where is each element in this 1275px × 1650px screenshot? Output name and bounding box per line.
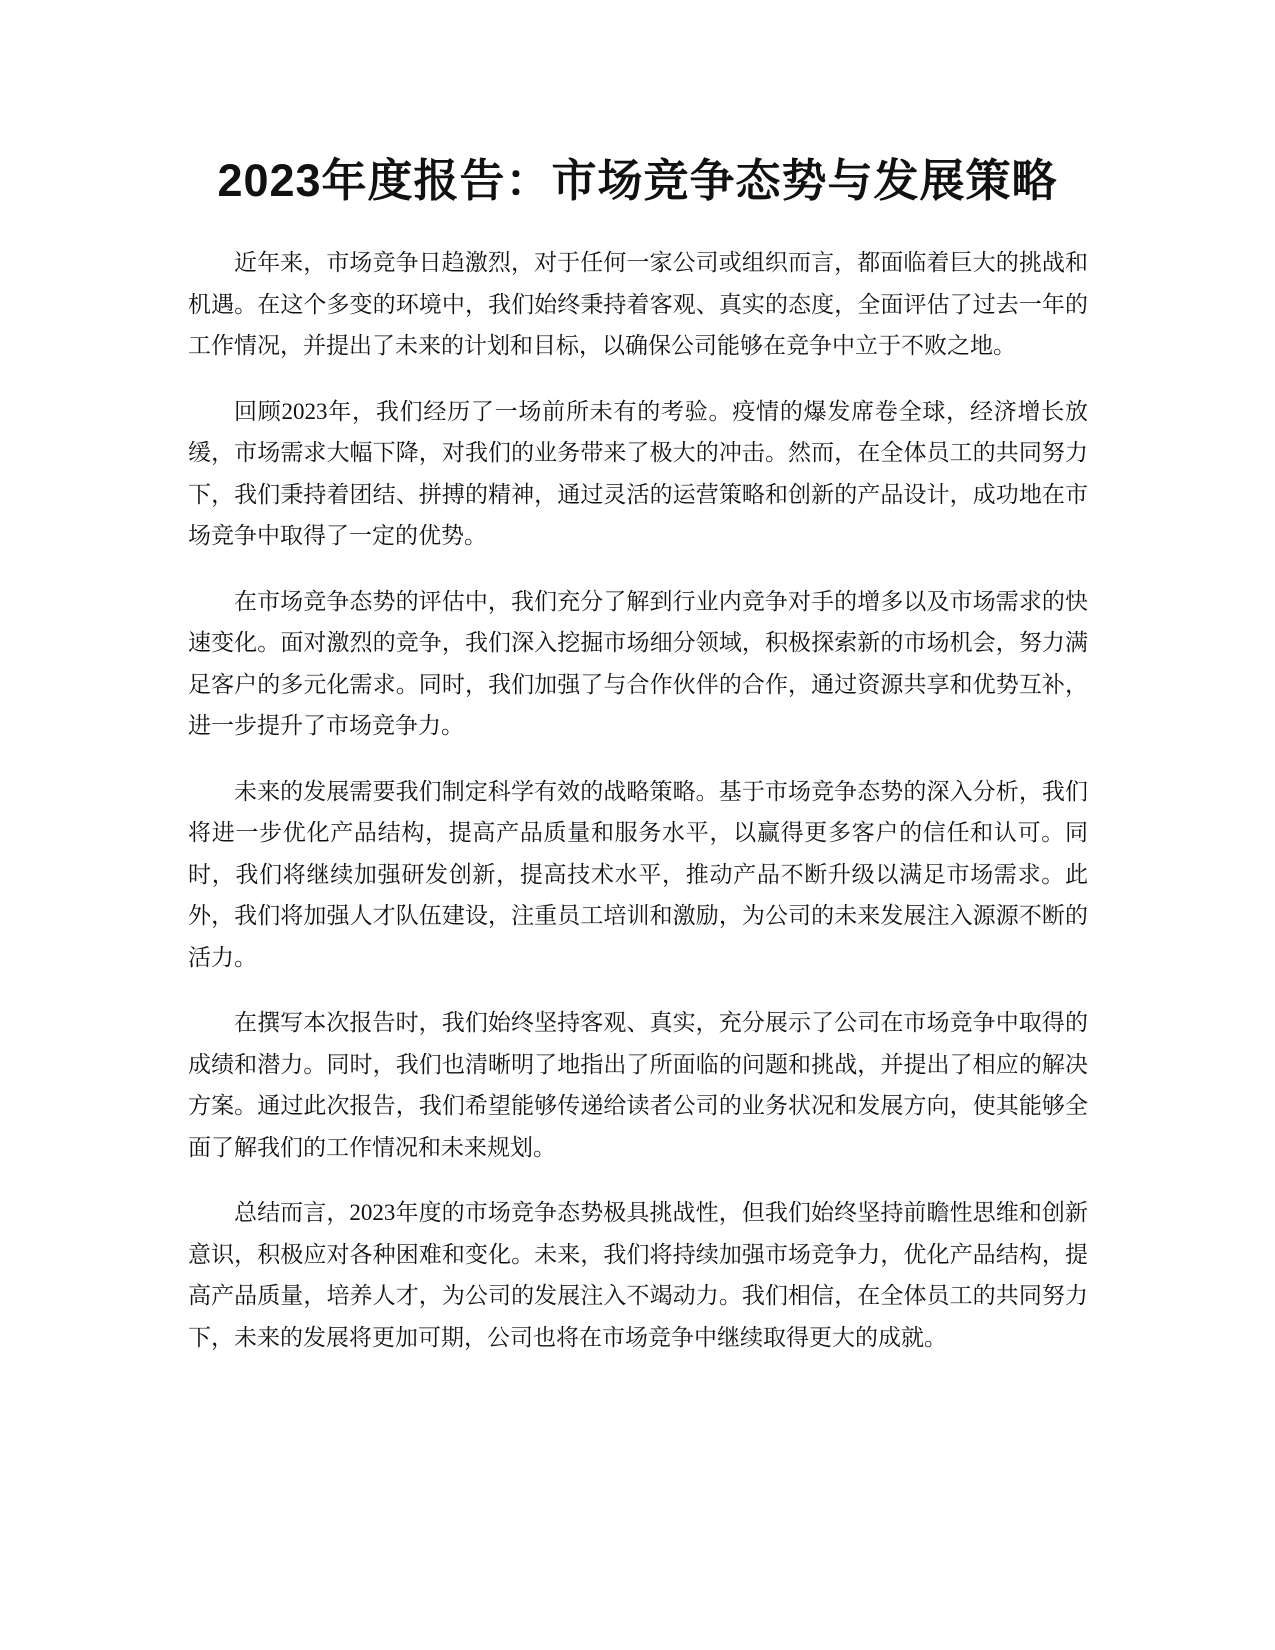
paragraph-2: 回顾2023年，我们经历了一场前所未有的考验。疫情的爆发席卷全球，经济增长放缓，市场需求大幅下降，对我们的业务带来了极大的冲击。然而，在全体员工的共同努力下，我们秉持着团结、拼搏的精神，通过灵活的运营策略和创新的产品设计，成功地在市场竞争中取得了一定的优势。 (188, 398, 1088, 548)
paragraph-3: 在市场竞争态势的评估中，我们充分了解到行业内竞争对手的增多以及市场需求的快速变化。面对激烈的竞争，我们深入挖掘市场细分领域，积极探索新的市场机会，努力满足客户的多元化需求。同时，我们加强了与合作伙伴的合作，通过资源共享和优势互补，进一步提升了市场竞争力。 (188, 588, 1088, 738)
paragraph-5: 在撰写本次报告时，我们始终坚持客观、真实，充分展示了公司在市场竞争中取得的成绩和潜力。同时，我们也清晰明了地指出了所面临的问题和挑战，并提出了相应的解决方案。通过此次报告，我们希望能够传递给读者公司的业务状况和发展方向，使其能够全面了解我们的工作情况和未来规划。 (188, 1010, 1088, 1160)
paragraph-4: 未来的发展需要我们制定科学有效的战略策略。基于市场竞争态势的深入分析，我们将进一步优化产品结构，提高产品质量和服务水平，以赢得更多客户的信任和认可。同时，我们将继续加强研发创新，提高技术水平，推动产品不断升级以满足市场需求。此外，我们将加强人才队伍建设，注重员工培训和激励，为公司的未来发展注入源源不断的活力。 (188, 778, 1088, 970)
document-title: 2023年度报告：市场竞争态势与发展策略 (217, 155, 1058, 206)
paragraph-1: 近年来，市场竞争日趋激烈，对于任何一家公司或组织而言，都面临着巨大的挑战和机遇。在这个多变的环境中，我们始终秉持着客观、真实的态度，全面评估了过去一年的工作情况，并提出了未来的计划和目标，以确保公司能够在竞争中立于不败之地。 (188, 250, 1088, 358)
document-body (188, 242, 1088, 1382)
paragraph-6: 总结而言，2023年度的市场竞争态势极具挑战性，但我们始终坚持前瞻性思维和创新意识，积极应对各种困难和变化。未来，我们将持续加强市场竞争力，优化产品结构，提高产品质量，培养人才，为公司的发展注入不竭动力。我们相信，在全体员工的共同努力下，未来的发展将更加可期，公司也将在市场竞争中继续取得更大的成就。 (188, 1200, 1088, 1350)
